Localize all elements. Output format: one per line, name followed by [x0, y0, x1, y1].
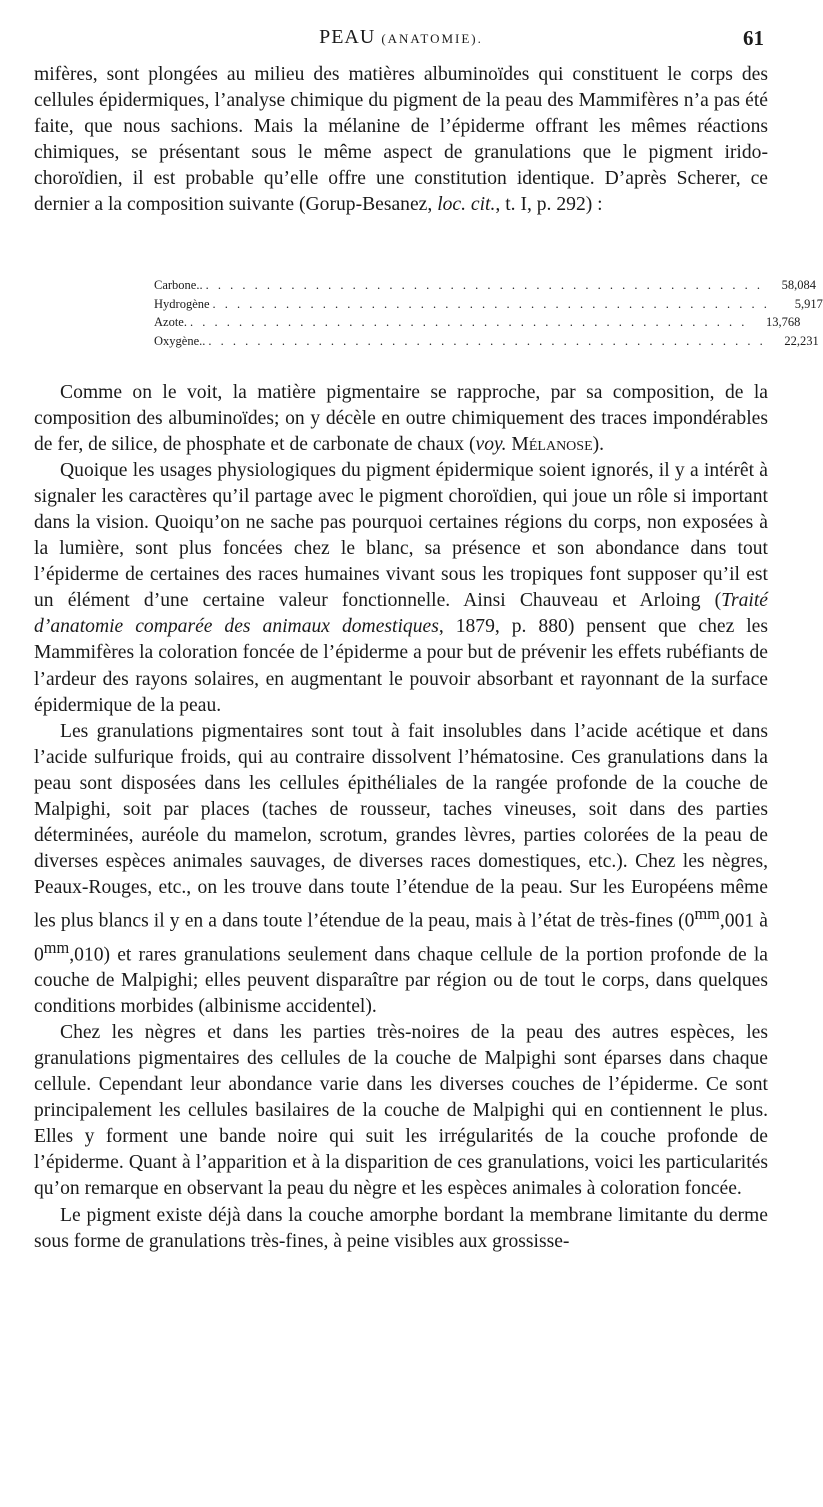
leader-dots: . . . . . . . . . . . . . . . . . . . . . . . . . . . . . . . . . . . . . . . . . . . . . .: [212, 296, 770, 311]
page-number: 61: [743, 26, 764, 50]
paragraph-5: Chez les nègres et dans les parties très-noires de la peau des autres espèces, les granulations pigmentaires des cellules de la couche de Malpighi sont éparses dans chaque cellule. Cependant leur abondance varie dans les diverses couches de l’épiderme. Ce sont principalement les cellules basilaires de la couche de Malpighi qui en contiennent le plus. Elles y forment une bande noire qui suit les irrégularités de la couche profonde de l’épiderme. Quant à l’apparition et à la disparition de ces granulations, voici les particularités qu’on remarque en observant la peau du nègre et les espèces animales à coloration foncée.: [34, 1022, 768, 1200]
paragraph-4-end: ,010) et rares granulations seulement dans chaque cellule de la portion profonde de la couche de Malpighi; elles peuvent disparaître par région ou de tout le corps, dans quelques conditions morbides (albinisme accidentel).: [34, 944, 768, 1018]
paragraph-4-text: Les granulations pigmentaires sont tout à fait insolubles dans l’acide acétique et dans l’acide sulfurique froids, qui au contraire dissolvent l’hématosine. Ces granulations dans la peau sont disposées dans les cellules épithéliales de la rangée profonde de la couche de Malpighi, soit par places (taches de rousseur, taches vineuses, soit dans des parties déterminées, auréole du mamelon, scrotum, grandes lèvres, parties colorées de la peau de diverses espèces animales sauvages, de diverses races domestiques, etc.). Chez les nègres, Peaux-Rouges, etc., on les trouve dans toute l’étendue de la peau. Sur les Européens même les plus blancs il y en a dans toute l’étendue de la peau, mais à l’état de très-fines (0: [34, 720, 768, 932]
paragraph-2-end: ).: [592, 434, 605, 456]
paragraph-3-book-title: Traité d’anatomie comparée des animaux domestiques: [34, 590, 768, 638]
paragraph-4-mid: ,001 à 0: [34, 910, 768, 966]
running-header: [34, 26, 768, 56]
composition-label: Oxygène..: [154, 333, 206, 348]
paragraph-4: [34, 719, 768, 1021]
unit-superscript: mm: [43, 937, 70, 957]
paragraph-2: [34, 380, 768, 458]
title-sub: (ANATOMIE).: [381, 31, 483, 46]
paragraph-1: [34, 62, 768, 218]
paragraph-3-text: Quoique les usages physiologiques du pigment épidermique soient ignorés, il y a intérêt à signaler les caractères qu’il partage avec le pigment choroïdien, qui joue un rôle si important dans la vision. Quoiqu’on ne sache pas pourquoi certaines régions du corps, non exposées à la lumière, sont plus foncées chez le blanc, sa présence et son abondance dans tout l’épiderme de certaines des races humaines vivant sous les tropiques font supposer qu’il est un élément d’une certaine valeur fonctionnelle. Ainsi Chauveau et Arloing (: [34, 460, 768, 612]
leader-dots: . . . . . . . . . . . . . . . . . . . . . . . . . . . . . . . . . . . . . . . . . . . . . .: [208, 333, 766, 348]
composition-row: [154, 313, 801, 332]
composition-table: [154, 276, 823, 350]
running-title: [34, 26, 768, 49]
paragraph-1-citation: loc. cit.: [437, 194, 496, 216]
paragraph-3-end: , 1879, p. 880) pensent que chez les Mammifères la coloration foncée de l’épiderme a pour but de prévenir les effets rubéfiants de l’ardeur des rayons solaires, en augmentant le pouvoir absorbant et rayonnant de la surface épidermique de la peau.: [34, 616, 769, 716]
composition-value: 22,231: [784, 333, 819, 348]
composition-label: Hydrogène: [154, 296, 210, 311]
leader-dots: . . . . . . . . . . . . . . . . . . . . . . . . . . . . . . . . . . . . . . . . . . . . . .: [205, 278, 763, 292]
paragraph-2-text: Comme on le voit, la matière pigmentaire se rapproche, par sa composition, de la composition des albuminoïdes; on y décèle en outre chimiquement des traces impondérables de fer, de silice, de phosphate et de carbonate de chaux (: [34, 382, 768, 456]
composition-label: Azote.: [154, 315, 187, 330]
paragraph-1-text: mifères, sont plongées au milieu des matières albuminoïdes qui constituent le corps des cellules épidermiques, l’analyse chimique du pigment de la peau des Mammifères n’a pas été faite, que nous sachions. Mais la mélanine de l’épiderme offrant les mêmes réactions chimiques, se présentant sous le même aspect de granulations que le pigment irido-choroïdien, il est probable qu’elle offre une constitution identique. D’après Scherer, ce dernier a la composition suivante (Gorup-Besanez,: [34, 64, 768, 216]
paragraph-2-voy: voy.: [475, 434, 507, 456]
title-main: PEAU: [319, 26, 382, 48]
composition-row: [154, 295, 823, 314]
composition-row: [154, 332, 819, 351]
body-text-top: [34, 62, 768, 218]
composition-row: [154, 276, 816, 295]
paragraph-1-end: , t. I, p. 292) :: [495, 194, 603, 216]
composition-value: 5,917: [794, 296, 823, 311]
paragraph-6: Le pigment existe déjà dans la couche amorphe bordant la membrane limitante du derme sous forme de granulations très-fines, à peine visibles aux grossisse-: [34, 1204, 768, 1252]
composition-value: 13,768: [765, 315, 801, 330]
unit-superscript: mm: [694, 903, 720, 923]
paragraph-3: [34, 458, 768, 718]
leader-dots: . . . . . . . . . . . . . . . . . . . . . . . . . . . . . . . . . . . . . . . . . . . . . .: [189, 315, 748, 330]
paragraph-2-reference: Mélanose: [506, 434, 593, 456]
composition-label: Carbone..: [154, 278, 203, 292]
composition-value: 58,084: [781, 278, 816, 292]
body-text-main: [34, 380, 768, 1255]
